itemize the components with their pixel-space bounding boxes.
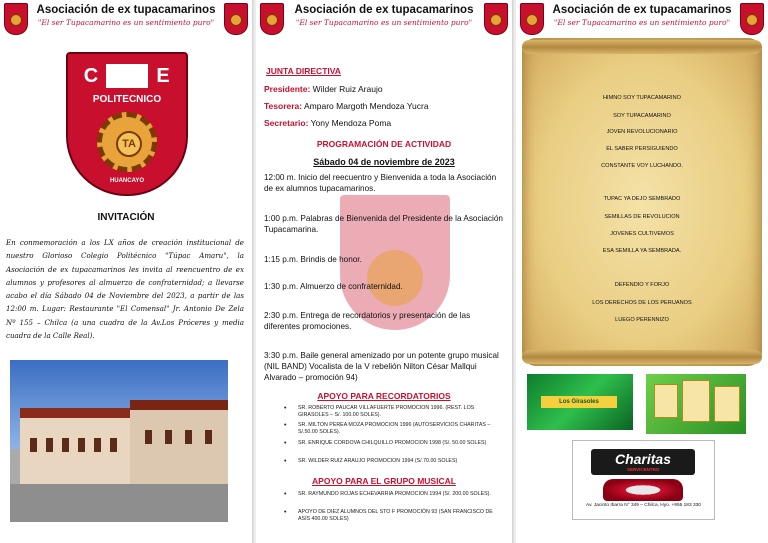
- program-item: 2:30 p.m. Entrega de recordatorios y presentación de las diferentes promociones.: [264, 311, 471, 331]
- hymn-line: JOVENES CULTIVEMOS: [610, 231, 674, 237]
- sponsor-item: • SR. ROBERTO PAUCAR VILLAFUERTE PROMOCION 1996. (REST. LOS GIRASOLES – S/. 100.00 SOLES).: [284, 405, 506, 419]
- panel-center: [256, 0, 512, 543]
- program-item: 1:30 p.m. Almuerzo de confraternidad.: [264, 282, 403, 291]
- invitation-text: En conmemoración a los LX años de creación institucional de nuestro Glorioso Colegio Politécnico "Túpac Amaru", la Asociación de ex tupacamarinos les invita al reencuentro de ex alumnos y profesores al almuerzo de confraternidad; a llevarse acabo el día Sábado 04 de Noviembre del 2023, a partir de las 12:00 m. Lugar: Restaurante "El Comensal" Jr. Antonio De Zela Nº 155 – Chilca (a una cuadra de la Av.Los Próceres y media cuadra de la Calle Real).: [6, 238, 244, 341]
- shield-icon: [484, 3, 508, 35]
- hymn-scroll: [522, 38, 762, 366]
- header: [256, 0, 512, 40]
- program-item: 12:00 m. Inicio del reecuentro y Bienvenida a toda la Asociación de ex alumnos tupacamarinos.: [264, 173, 497, 193]
- restaurant-ad-text: Los Girasoles: [541, 396, 617, 408]
- hymn-line: SOY TUPACAMARINO: [613, 113, 671, 119]
- header-subtitle: "El ser Tupacamarino es un sentimiento puro": [553, 18, 731, 27]
- hymn-line: JOVEN REVOLUCIONARIO: [606, 129, 678, 135]
- logo-letter: C: [76, 64, 106, 88]
- shield-icon: [224, 3, 248, 35]
- hymn-line: EL SABER PERSIGUIENDO: [606, 146, 678, 152]
- hymn-line: ESA SEMILLA YA SEMBRADA.: [602, 248, 682, 254]
- charitas-logo: Charitas SERVICENTRO: [591, 449, 695, 475]
- hymn-line: TUPAC YA DEJO SEMBRADO: [603, 196, 681, 202]
- program-date: Sábado 04 de noviembre de 2023: [313, 157, 455, 167]
- panel-right: [516, 0, 768, 543]
- logo-city: HUANCAYO: [109, 178, 145, 184]
- program-item: 3:30 p.m. Baile general amenizado por un potente grupo musical (NIL BAND) Vocalista de la V rebelión Nilton César Mallqui Alvarado – promoción 94): [264, 351, 499, 382]
- menu-ad: [646, 374, 746, 434]
- hymn-line: DEFENDIO Y FORJO: [614, 282, 670, 288]
- header: [516, 0, 768, 40]
- hymn-line: CONSTANTE VOY LUCHANDO.: [601, 163, 683, 169]
- restaurant-ad: [527, 374, 633, 430]
- car-icon: [603, 479, 683, 501]
- charitas-address: Av. Jacinto Ibarra N° 349 – Chilca, Hyo. +955 183 330: [586, 503, 701, 508]
- header-title: Asociación de ex tupacamarinos: [294, 4, 474, 16]
- invitation-title: INVITACIÓN: [97, 212, 155, 223]
- logo-emblem: TA: [116, 131, 142, 157]
- shield-icon: [740, 3, 764, 35]
- logo-letter: E: [148, 64, 178, 88]
- board-member: Presidente: Wilder Ruiz Araujo: [264, 84, 383, 94]
- board-title: JUNTA DIRECTIVA: [266, 66, 341, 76]
- band-support-title: APOYO PARA EL GRUPO MUSICAL: [312, 476, 456, 486]
- gear-icon: [97, 112, 157, 172]
- program-item: 1:00 p.m. Palabras de Bienvenida del Presidente de la Asociación Tupacamarina.: [264, 214, 503, 234]
- sponsor-item: • SR. RAYMUNDO ROJAS ECHEVARRIA PROMOCION 1994 (S/. 200.00 SOLES).: [284, 491, 506, 498]
- charitas-ad: [572, 440, 715, 520]
- header-subtitle: "El ser Tupacamarino es un sentimiento puro": [295, 18, 473, 27]
- sponsor-item: • SR. ENRIQUE CORDOVA CHILQUILLO PROMOCION 1998 (S/. 50.00 SOLES): [284, 440, 506, 447]
- logo-name: POLITECNICO: [92, 94, 162, 105]
- panel-left: [0, 0, 252, 543]
- header-title: Asociación de ex tupacamarinos: [36, 4, 216, 16]
- board-member: Tesorera: Amparo Margoth Mendoza Yucra: [264, 101, 429, 111]
- header: [0, 0, 252, 40]
- school-logo: [66, 52, 188, 196]
- sponsor-item: • SR. MILTON PEREA MOZA PROMOCION 1996 (AUTOSERVICIOS CHARITAS – S/.50.00 SOLES).: [284, 422, 506, 436]
- school-photo: [10, 360, 228, 522]
- board-member: Secretario: Yony Mendoza Poma: [264, 118, 392, 128]
- program-item: 1:15 p.m. Brindis de honor.: [264, 255, 362, 264]
- hymn-line: SEMILLAS DE REVOLUCION: [604, 214, 680, 220]
- hymn-line: LUEGO PERENNIZO: [615, 317, 669, 323]
- sponsor-item: • SR. WILDER RUIZ ARAUJO PROMOCION 1994 (S/.70.00 SOLES): [284, 458, 506, 465]
- program-title: PROGRAMACIÓN DE ACTIVIDAD: [316, 139, 452, 149]
- sponsor-item: • APOYO DE DIEZ ALUMNOS DEL STO F PROMOCIÓN 93 (SAN FRANCISCO DE ASÍS 400.00 SOLES): [284, 509, 506, 523]
- header-subtitle: "El ser Tupacamarino es un sentimiento puro": [37, 18, 215, 27]
- souvenir-support-title: APOYO PARA RECORDATORIOS: [317, 391, 451, 401]
- hymn-line: HIMNO SOY TUPACAMARINO: [602, 95, 681, 101]
- header-title: Asociación de ex tupacamarinos: [552, 4, 732, 16]
- hymn-line: LOS DERECHOS DE LOS PERUANOS: [592, 300, 692, 306]
